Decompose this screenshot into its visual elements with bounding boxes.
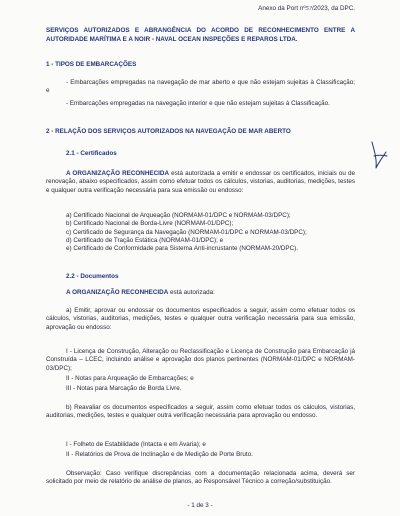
paragraph-a-item-1: I - Licença de Construção, Alteração ou Reclassificação e Licença de Construção para Embarcação já Construída – LCEC, incluindo análise e aprovação dos planos pertinentes (NORMAM-01/DPC e NORMAM-03/DPC); [46,348,355,372]
handwritten-initials-icon [368,138,390,178]
section1-heading: 1 - TIPOS DE EMBARCAÇÕES [46,61,137,68]
header-suffix: /2023, da DPC. [311,5,355,12]
paragraph-b: b) Reavaliar os documentos especificados a seguir, assim como efetuar todos os cálculos, vistorias, auditorias, medições, testes e qualquer outra verificação necessária para aprovação ou endosso. [46,404,355,420]
certificate-item-c: c) Certificado de Segurança da Navegação (NORMAM-01/DPC e NORMAM-03/DPC); [66,228,307,236]
page-footer: - 1 de 3 - [187,502,213,509]
section2-heading: 2 - RELAÇÃO DOS SERVIÇOS AUTORIZADOS NA NAVEGAÇÃO DE MAR ABERTO [46,128,291,135]
paragraph-b-item-2: II - Relatórios de Prova de Inclinação e de Medição de Porte Bruto. [66,451,253,458]
header-prefix: Anexo da Port nº [258,5,306,12]
subsection-2-1-intro [46,170,355,195]
intro-text: está autorizada a emitir e endossar os certificados, iniciais ou de renovação, abaixo especificados, assim como efetuar todos os cálculos, vistorias, auditorias, medições, testes e qualquer outra verificação necessária para sua emissão ou endosso: [46,170,355,194]
certificate-item-e: e) Certificado de Conformidade para Sistema Anti-incrustante (NORMAM-20/DPC). [66,245,299,253]
subsection-2-2-heading: 2.2 - Documentos [66,273,119,280]
paragraph-a-item-3: III - Notas para Marcação de Borda Livre. [66,385,182,392]
certificate-item-a: a) Certificado Nacional de Arqueação (NORMAM-01/DPC e NORMAM-03/DPC); [66,212,291,219]
certificate-list [66,212,355,253]
observation-note: Observação: Caso verifique discrepâncias com a documentação relacionada acima, deverá ser solicitado por meio de relatório de análise de planos, ao Responsável Técnico a correção/substituição. [46,470,355,486]
section1-item-2: - Embarcações empregadas na navegação interior e que não estejam sujeitas à Classificação. [66,100,330,107]
paragraph-a: a) Emitir, aprovar ou endossar os documentos especificados a seguir, assim como efetuar todos os cálculos, vistorias, auditorias, medições, testes e qualquer outra verificação necessária para sua emissão, aprovação ou endosso: [46,307,355,331]
header-note [258,5,355,13]
certificate-item-d: d) Certificado de Tração Estática (NORMAM-01/DPC); e [66,236,224,244]
section1-item-1: - Embarcações empregadas na navegação de mar aberto e que não estejam sujeitas à Classificação; e [46,79,355,95]
intro-text: está autorizada: [168,289,215,296]
paragraph-b-item-1: I - Folheto de Estabilidade (Intacta e em Avaria); e [66,441,206,448]
certificate-item-b: b) Certificado Nacional de Borda-Livre (NORMAM-01/DPC); [66,220,234,228]
paragraph-a-item-2: II - Notas para Arqueação de Embarcações; e [66,375,194,382]
organization-highlight: A ORGANIZAÇÃO RECONHECIDA [66,289,169,296]
organization-highlight: A ORGANIZAÇÃO RECONHECIDA [66,170,169,177]
document-title: SERVIÇOS AUTORIZADOS E ABRANGÊNCIA DO ACORDO DE RECONHECIMENTO ENTRE A AUTORIDADE MARÍTIMA E A NOIR - NAVAL OCEAN INSPEÇÕES E REPAROS LTDA. [46,27,355,43]
subsection-2-2-intro [46,289,355,297]
handwritten-number: 5? [305,5,312,12]
subsection-2-1-heading: 2.1 - Certificados [66,150,117,157]
